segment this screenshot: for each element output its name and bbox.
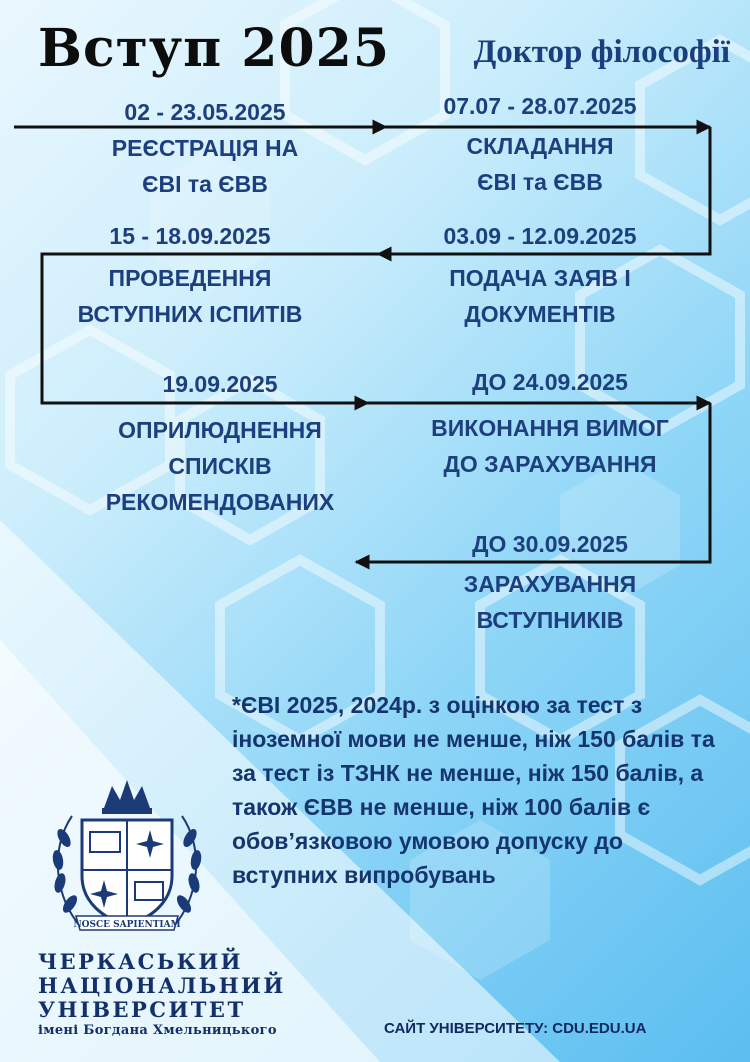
- crest-motto: NOSCE SAPIENTIAM: [73, 920, 181, 930]
- step-date: 07.07 - 28.07.2025: [443, 93, 637, 119]
- step-date: ДО 24.09.2025: [472, 369, 628, 395]
- university-crest-icon: [42, 778, 212, 944]
- university-name-line: УНІВЕРСИТЕТ: [38, 997, 246, 1022]
- step-label: РЕЄСТРАЦІЯ НА: [111, 135, 299, 161]
- step-label: СПИСКІВ: [168, 453, 272, 479]
- step-label: ОПРИЛЮДНЕННЯ: [118, 417, 322, 443]
- step-requirements: [390, 368, 710, 482]
- step-label: ПРОВЕДЕННЯ: [108, 265, 272, 291]
- step-label: РЕКОМЕНДОВАНИХ: [105, 489, 335, 515]
- university-name: [38, 949, 286, 1040]
- step-exams: [40, 222, 340, 332]
- step-label: ЄВІ та ЄВВ: [477, 169, 603, 195]
- step-date: 02 - 23.05.2025: [124, 99, 286, 125]
- university-name-line: НАЦІОНАЛЬНИЙ: [38, 973, 286, 998]
- step-date: 03.09 - 12.09.2025: [443, 223, 637, 249]
- step-label: ВИКОНАННЯ ВИМОГ: [431, 415, 669, 441]
- step-label: ЄВІ та ЄВВ: [142, 171, 268, 197]
- step-date: 19.09.2025: [162, 371, 278, 397]
- page-title: Вступ 2025: [38, 18, 391, 79]
- requirements-note: *ЄВІ 2025, 2024р. з оцінкою за тест з іноземної мови не менше, ніж 150 балів та за тест із ТЗНК не менше, ніж 150 балів, а також ЄВВ не менше, ніж 100 балів є обов’язковою умовою допуску до вступних випробувань: [232, 692, 715, 888]
- step-registration: [40, 98, 370, 202]
- university-name-line: імені Богдана Хмельницького: [38, 1023, 277, 1038]
- step-label: ВСТУПНИКІВ: [476, 607, 624, 633]
- step-date: 15 - 18.09.2025: [109, 223, 271, 249]
- university-name-line: ЧЕРКАСЬКИЙ: [38, 949, 244, 974]
- step-label: СКЛАДАННЯ: [466, 133, 614, 159]
- step-label: ВСТУПНИХ ІСПИТІВ: [77, 301, 303, 327]
- step-label: ДОКУМЕНТІВ: [464, 301, 616, 327]
- university-website[interactable]: САЙТ УНІВЕРСИТЕТУ: CDU.EDU.UA: [384, 1020, 647, 1037]
- step-publication: [70, 370, 370, 520]
- step-enrollment: [400, 530, 700, 638]
- step-testing: [390, 92, 690, 200]
- page-subtitle: Доктор філософії: [473, 34, 730, 70]
- step-label: ДО ЗАРАХУВАННЯ: [443, 451, 657, 477]
- step-label: ЗАРАХУВАННЯ: [463, 571, 637, 597]
- step-applications: [390, 222, 690, 332]
- step-date: ДО 30.09.2025: [472, 531, 628, 557]
- step-label: ПОДАЧА ЗАЯВ І: [449, 265, 631, 291]
